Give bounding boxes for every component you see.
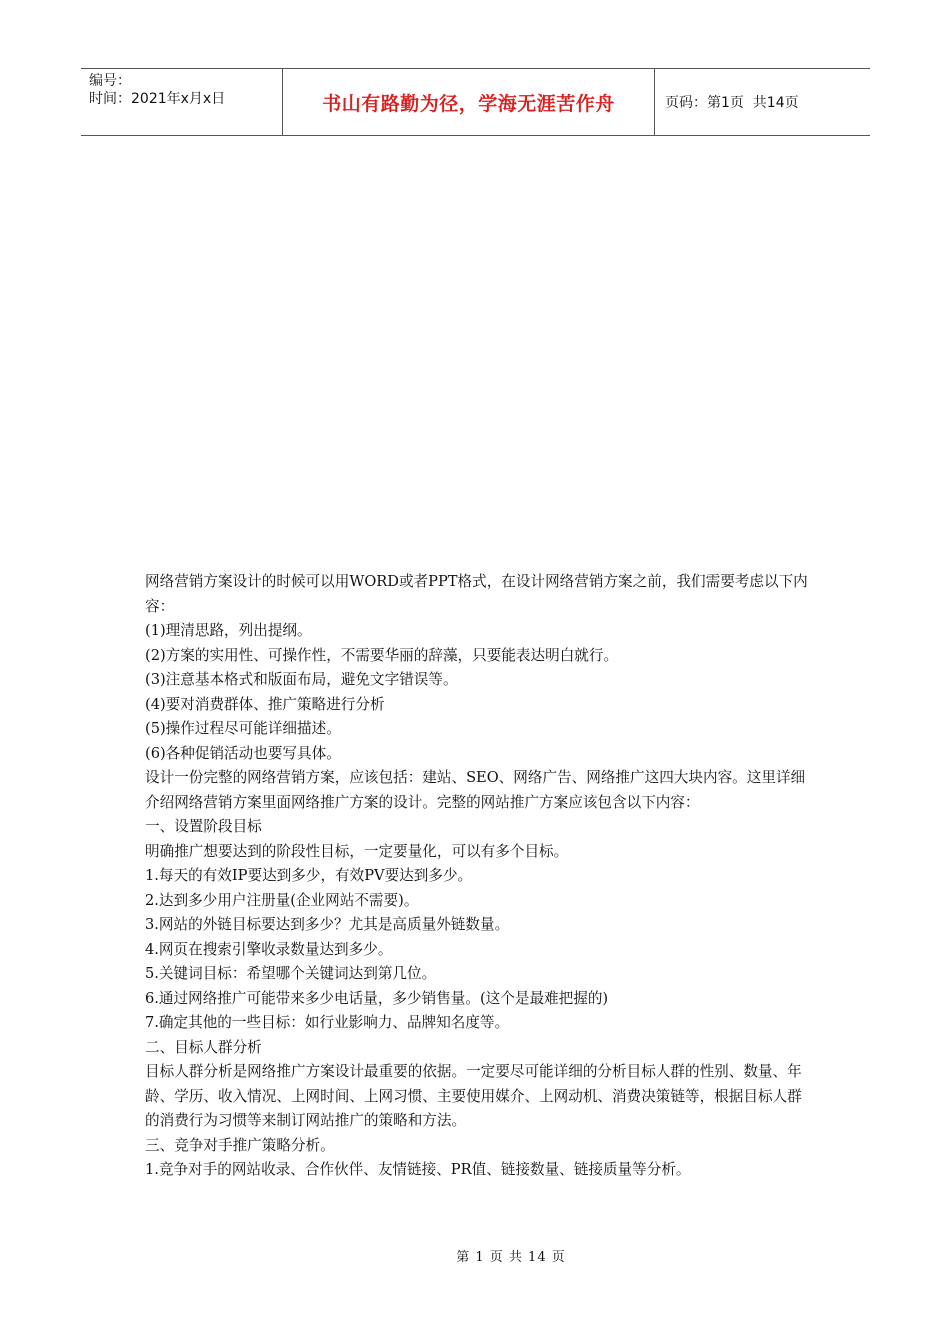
list-item: 1.每天的有效IP要达到多少，有效PV要达到多少。 xyxy=(145,867,473,884)
list-item: 5.关键词目标：希望哪个关键词达到第几位。 xyxy=(145,965,437,982)
section-heading: 三、竞争对手推广策略分析。 xyxy=(145,1136,335,1154)
section-heading: 一、设置阶段目标 xyxy=(145,818,262,835)
paragraph: 网络营销方案设计的时候可以用WORD或者PPT格式，在设计网络营销方案之前，我们需要考虑以下内容： xyxy=(145,573,808,615)
document-date: 时间：2021年x月x日 xyxy=(89,91,226,107)
list-item: 7.确定其他的一些目标：如行业影响力、品牌知名度等。 xyxy=(145,1014,510,1031)
page-footer: 第 1 页 共 14 页 xyxy=(456,1250,566,1265)
paragraph: (1)理清思路，列出提纲。 xyxy=(145,622,312,639)
list-item: 6.通过网络推广可能带来多少电话量，多少销售量。(这个是最难把握的) xyxy=(145,989,609,1007)
paragraph: 明确推广想要达到的阶段性目标，一定要量化，可以有多个目标。 xyxy=(145,842,569,860)
list-item: 1.竞争对手的网站收录、合作伙伴、友情链接、PR值、链接数量、链接质量等分析。 xyxy=(145,1161,691,1178)
paragraph: (6)各种促销活动也要写具体。 xyxy=(145,744,341,762)
paragraph: (5)操作过程尽可能详细描述。 xyxy=(145,720,341,737)
paragraph: (2)方案的实用性、可操作性，不需要华丽的辞藻，只要能表达明白就行。 xyxy=(145,646,619,664)
document-number-label: 编号： xyxy=(89,73,131,89)
page-header xyxy=(81,68,870,136)
list-item: 2.达到多少用户注册量(企业网站不需要)。 xyxy=(145,891,419,909)
paragraph: (3)注意基本格式和版面布局，避免文字错误等。 xyxy=(145,671,458,688)
header-motto: 书山有路勤为径，学海无涯苦作舟 xyxy=(322,92,615,115)
paragraph: 设计一份完整的网络营销方案，应该包括：建站、SEO、网络广告、网络推广这四大块内容。这里详细介绍网络营销方案里面网络推广方案的设计。完整的网站推广方案应该包含以下内容： xyxy=(145,769,806,811)
document-body xyxy=(145,570,810,1183)
header-page-code: 页码：第1页 共14页 xyxy=(665,95,799,111)
list-item: 4.网页在搜索引擎收录数量达到多少。 xyxy=(145,940,393,958)
list-item: 3.网站的外链目标要达到多少？尤其是高质量外链数量。 xyxy=(145,916,510,933)
header-meta xyxy=(81,69,281,135)
paragraph: (4)要对消费群体、推广策略进行分析 xyxy=(145,695,385,713)
section-heading: 二、目标人群分析 xyxy=(145,1038,262,1056)
paragraph: 目标人群分析是网络推广方案设计最重要的依据。一定要尽可能详细的分析目标人群的性别、数量、年龄、学历、收入情况、上网时间、上网习惯、主要使用媒介、上网动机、消费决策链等，根据目标人群的消费行为习惯等来制订网站推广的策略和方法。 xyxy=(145,1063,802,1129)
